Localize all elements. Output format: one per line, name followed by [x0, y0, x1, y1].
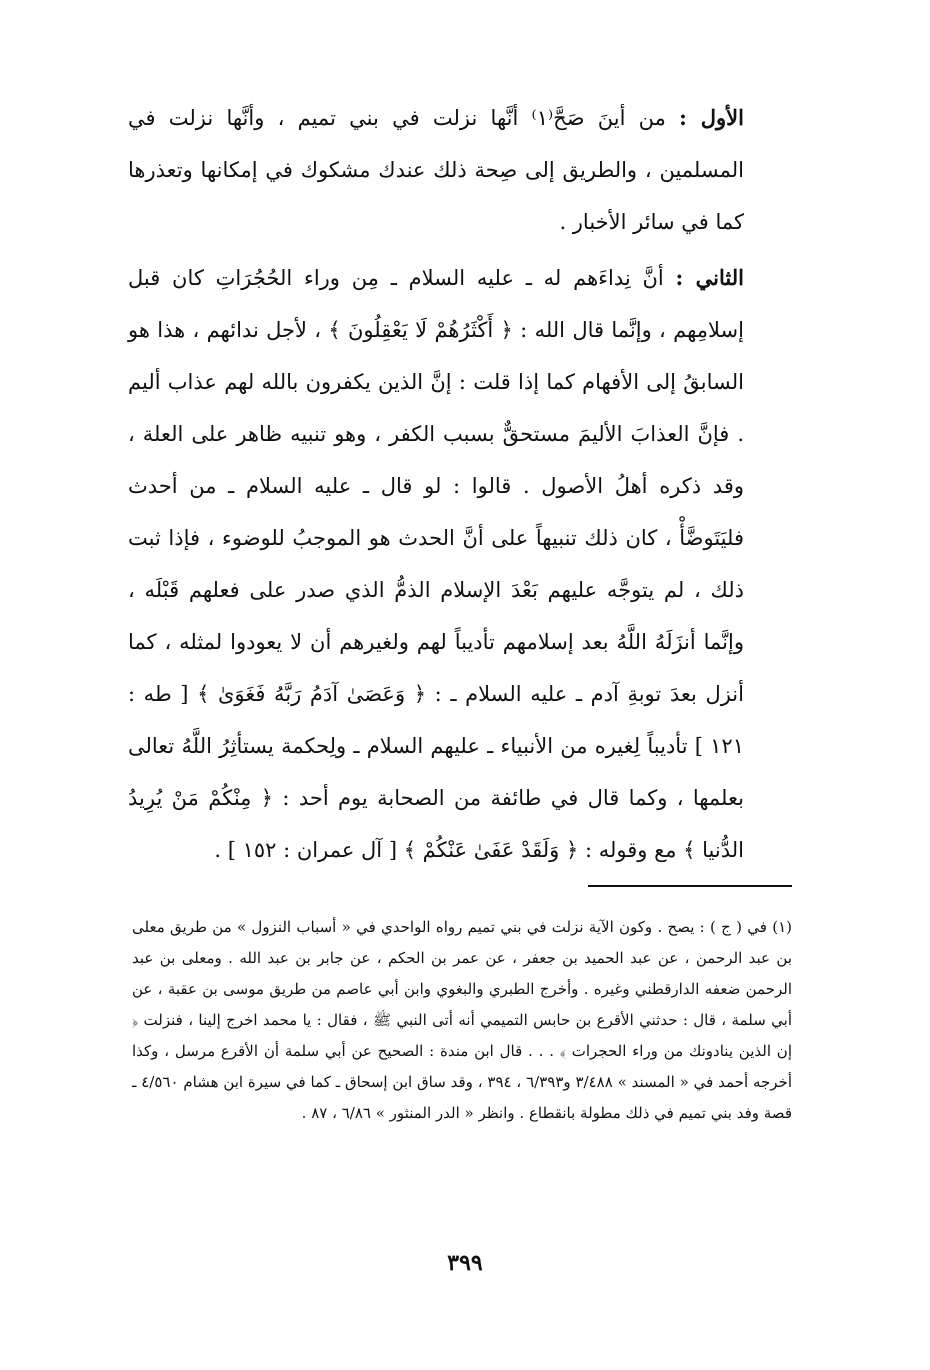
paragraph-first-text: من أينَ صَحَّ⁽١⁾ أنَّها نزلت في بني تميم ، وأنَّها نزلت في المسلمين ، والطريق إلى صِحة ذلك عندك مشكوك في إمكانها وتعذرها كما في سائر الأخبار . — [128, 106, 744, 234]
page-number: ٣٩٩ — [447, 1250, 483, 1276]
paragraph-first-lead: الأول : — [679, 105, 744, 130]
paragraph-first — [128, 92, 744, 248]
paragraph-second-lead: الثاني : — [675, 265, 744, 290]
paragraph-second-text: أنَّ نِداءَهم له ـ عليه السلام ـ مِن وراء الحُجُرَاتِ كان قبل إسلامِهم ، وإنَّما قال الله : ﴿ أَكْثَرُهُمْ لَا يَعْقِلُونَ ﴾ ، لأجل ندائهم ، هذا هو السابقُ إلى الأفهام كما إذا قلت : إنَّ الذين يكفرون بالله لهم عذاب أليم . فإنَّ العذابَ الأليمَ مستحقٌّ بسبب الكفر ، وهو تنبيه ظاهر على العلة ، وقد ذكره أهلُ الأصول . قالوا : لو قال ـ عليه السلام ـ من أحدث فليَتَوضَّأْ ، كان ذلك تنبيهاً على أنَّ الحدث هو الموجبُ للوضوء ، فإذا ثبت ذلك ، لم يتوجَّه عليهم بَعْدَ الإسلام الذمُّ الذي صدر على فعلهم قَبْلَه ، وإنَّما أنزَلَهُ اللَّهُ بعد إسلامهم تأديباً لهم ولغيرهم أن لا يعودوا لمثله ، كما أنزل بعدَ توبةِ آدم ـ عليه السلام ـ : ﴿ وَعَصَىٰ آدَمُ رَبَّهُ فَغَوَىٰ ﴾ [ طه : ١٢١ ] تأديباً لِغيره من الأنبياء ـ عليهم السلام ـ ولِحكمة يستأثِرُ اللَّهُ تعالى بعلمها ، وكما قال في طائفة من الصحابة يوم أحد : ﴿ مِنْكُمْ مَنْ يُرِيدُ الدُّنيا ﴾ مع وقوله : ﴿ وَلَقَدْ عَفَىٰ عَنْكُمْ ﴾ [ آل عمران : ١٥٢ ] . — [128, 266, 744, 862]
footnote-separator — [588, 885, 792, 887]
main-text — [128, 92, 744, 876]
footnote: (١) في ( ج ) : يصح . وكون الآية نزلت في بني تميم رواه الواحدي في « أسباب النزول » من طريق معلى بن عبد الرحمن ، عن عبد الحميد بن جعفر ، عن عمر بن الحكم ، عن جابر بن عبد الله . ومعلى بن عبد الرحمن ضعفه الدارقطني وغيره . وأخرج الطبري والبغوي وابن أبي عاصم من طريق موسى بن عقبة ، عن أبي سلمة ، قال : حدثني الأقرع بن حابس التميمي أنه أتى النبي ﷺ ، فقال : يا محمد اخرج إلينا ، فنزلت ﴿ إن الذين ينادونك من وراء الحجرات ﴾ . . . قال ابن مندة : الصحيح عن أبي سلمة أن الأقرع مرسل ، وكذا أخرجه أحمد في « المسند » ٣/٤٨٨ و٦/٣٩٣ ، ٣٩٤ ، وقد ساق ابن إسحاق ـ كما في سيرة ابن هشام ٤/٥٦٠ ـ قصة وفد بني تميم في ذلك مطولة بانقطاع . وانظر « الدر المنثور » ٦/٨٦ ، ٨٧ . — [132, 918, 792, 1122]
paragraph-second — [128, 252, 744, 876]
